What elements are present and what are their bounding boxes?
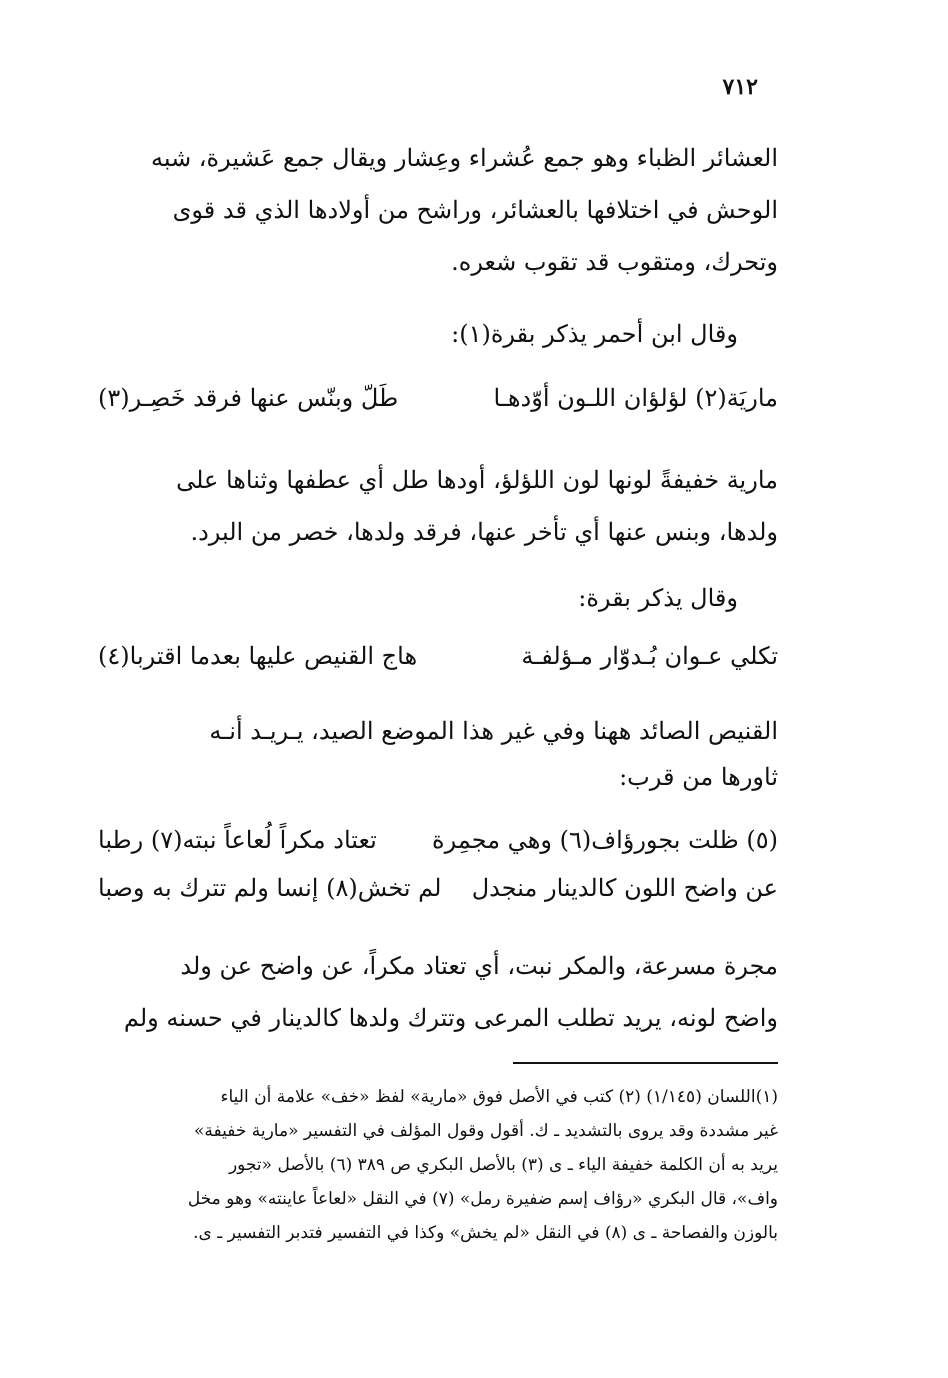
paragraph — [98, 132, 778, 288]
verse-hemistich-first: تكلي عـوان بُـدوّار مـؤلفـة — [521, 642, 778, 670]
verse — [98, 862, 778, 914]
verse — [98, 372, 778, 424]
verse — [98, 630, 778, 682]
text-line: ثاورها من قرب: — [619, 763, 778, 791]
verse-hemistich-second: لم تخش(٨) إنسا ولم تترك به وصبا — [98, 874, 442, 902]
text-line: مارية خفيفةً لونها لون اللؤلؤ، أودها طل أي عطفها وثناها على — [176, 466, 778, 494]
verse-hemistich-second: تعتاد مكراً لُعاعاً نبته(٧) رطبا — [98, 826, 377, 854]
text-line: وتحرك، ومتقوب قد تقوب شعره. — [451, 248, 778, 276]
footnote-line: يريد به أن الكلمة خفيفة الياء ـ ى (٣) بالأصل البكري ص ٣٨٩ (٦) بالأصل «تجور — [228, 1155, 778, 1175]
text-line: مجرة مسرعة، والمكر نبت، أي تعتاد مكراً، عن واضح عن ولد — [180, 952, 778, 980]
verse — [98, 814, 778, 866]
paragraph — [98, 454, 778, 558]
footnote-line: (١)اللسان (١/١٤٥) (٢) كتب في الأصل فوق «مارية» لفظ «خف» علامة أن الياء — [220, 1087, 778, 1107]
footnote-line: بالوزن والفصاحة ـ ى (٨) في النقل «لم يخش» وكذا في التفسير فتدبر التفسير ـ ى. — [193, 1223, 778, 1243]
verse-hemistich-second: هاج القنيص عليها بعدما اقتربا(٤) — [98, 642, 418, 670]
verse-hemistich-first: عن واضح اللون كالدينار منجدل — [471, 874, 778, 902]
paragraph — [98, 940, 778, 1044]
footnotes — [98, 1080, 778, 1250]
text-line: وقال ابن أحمر يذكر بقرة(١): — [451, 320, 738, 348]
verse-hemistich-first: ماريَة(٢) لؤلؤان اللـون أوّدهـا — [493, 384, 778, 412]
footnote-line: واف»، قال البكري «رؤاف إسم ضفيرة رمل» (٧) في النقل «لعاعاً عاينته» وهو مخل — [187, 1189, 778, 1209]
text-line: ولدها، وبنس عنها أي تأخر عنها، فرقد ولدها، خصر من البرد. — [190, 518, 778, 546]
verse-hemistich-first: (٥) ظلت بجورؤاف(٦) وهي مجمِرة — [432, 826, 778, 854]
verse-intro — [98, 308, 778, 360]
text-line: الوحش في اختلافها بالعشائر، وراشح من أولادها الذي قد قوى — [172, 196, 778, 224]
text-line: واضح لونه، يريد تطلب المرعى وتترك ولدها كالدينار في حسنه ولم — [123, 1004, 778, 1032]
paragraph — [98, 708, 778, 800]
footnote-line: غير مشددة وقد يروى بالتشديد ـ ك. أقول وقول المؤلف في التفسير «مارية خفيفة» — [193, 1121, 778, 1141]
footnote-divider — [513, 1062, 778, 1064]
text-line: القنيص الصائد ههنا وفي غير هذا الموضع الصيد، يـريـد أنـه — [209, 717, 778, 745]
text-line: العشائر الظباء وهو جمع عُشراء وعِشار ويقال جمع عَشيرة، شبه — [150, 144, 778, 172]
text-line: وقال يذكر بقرة: — [578, 584, 738, 612]
page-number: ٧١٢ — [722, 74, 758, 100]
verse-hemistich-second: طَلّ وبنّس عنها فرقد خَصِـر(٣) — [98, 384, 399, 412]
verse-intro — [98, 572, 778, 624]
